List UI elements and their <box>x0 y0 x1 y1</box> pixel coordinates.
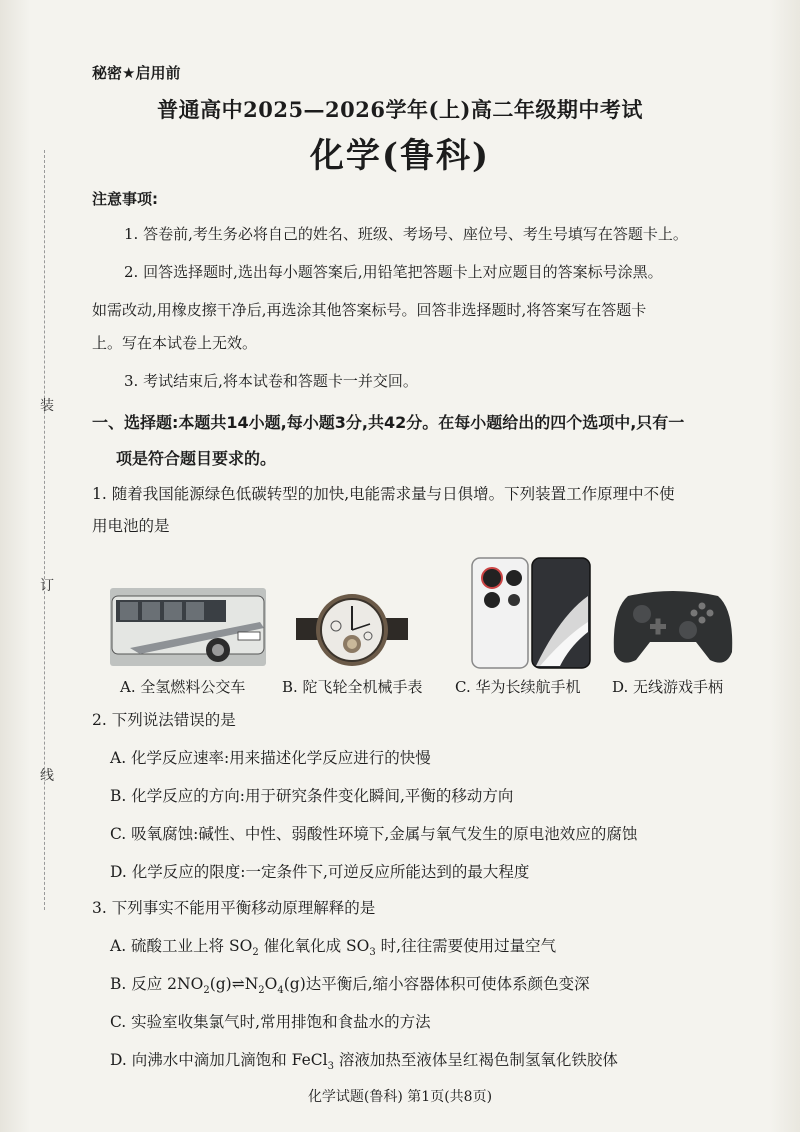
section-heading-line-1: 一、选择题:本题共14小题,每小题3分,共42分。在每小题给出的四个选项中,只有一 <box>92 413 685 432</box>
q2-option-c: C. 吸氧腐蚀:碱性、中性、弱酸性环境下,金属与氧气发生的原电池效应的腐蚀 <box>110 825 638 843</box>
q3-b-text-3: O <box>264 975 278 993</box>
q3-option-b <box>110 972 590 1003</box>
margin-mark-xian: 线 <box>40 768 54 784</box>
confidential-label: 秘密★启用前 <box>92 64 181 82</box>
subject-title: 化学(鲁科) <box>309 136 491 176</box>
q3-a-text-2: 催化氧化成 SO <box>258 937 370 955</box>
exam-title: 普通高中2025—2026学年(上)高二年级期中考试 <box>157 97 643 122</box>
q1-option-a: A. 全氢燃料公交车 <box>120 678 246 696</box>
notice-item-3: 3. 考试结束后,将本试卷和答题卡一并交回。 <box>124 372 418 390</box>
q3-d-text-1: D. 向沸水中滴加几滴饱和 FeCl <box>110 1051 328 1069</box>
subscript: 2 <box>258 985 265 997</box>
page-footer: 化学试题(鲁科) 第1页(共8页) <box>307 1089 493 1105</box>
q3-b-text-4: (g)达平衡后,缩小容器体积可使体系颜色变深 <box>283 975 590 993</box>
subscript: 2 <box>252 947 259 959</box>
phone-image <box>470 556 594 670</box>
gamepad-image <box>610 582 736 670</box>
q1-option-d: D. 无线游戏手柄 <box>612 678 724 696</box>
q1-option-c: C. 华为长续航手机 <box>455 678 581 696</box>
subscript: 3 <box>327 1061 334 1073</box>
subscript: 2 <box>203 985 210 997</box>
q2-option-a: A. 化学反应速率:用来描述化学反应进行的快慢 <box>110 749 431 767</box>
section-heading-line-2: 项是符合题目要求的。 <box>116 449 277 468</box>
q3-b-text-1: B. 反应 2NO <box>110 975 204 993</box>
bus-image <box>110 588 266 666</box>
notice-item-1: 1. 答卷前,考生务必将自己的姓名、班级、考场号、座位号、考生号填写在答题卡上。 <box>124 225 688 243</box>
q2-option-b: B. 化学反应的方向:用于研究条件变化瞬间,平衡的移动方向 <box>110 787 514 805</box>
subscript: 4 <box>277 985 284 997</box>
notice-item-2-line-3: 上。写在本试卷上无效。 <box>92 334 258 352</box>
q3-option-d <box>110 1048 618 1079</box>
q1-option-b: B. 陀飞轮全机械手表 <box>282 678 423 696</box>
subscript: 3 <box>369 947 376 959</box>
notice-item-2-line-1: 2. 回答选择题时,选出每小题答案后,用铅笔把答题卡上对应题目的答案标号涂黑。 <box>124 263 663 281</box>
watch-image <box>296 592 408 668</box>
notice-heading: 注意事项: <box>92 190 158 208</box>
q3-a-text-3: 时,往往需要使用过量空气 <box>375 937 557 955</box>
q1-stem-line-1: 1. 随着我国能源绿色低碳转型的加快,电能需求量与日俱增。下列装置工作原理中不使 <box>92 485 675 503</box>
q3-a-text-1: A. 硫酸工业上将 SO <box>110 937 253 955</box>
margin-mark-ding: 订 <box>40 578 54 594</box>
q1-stem-line-2: 用电池的是 <box>92 517 170 535</box>
q2-stem: 2. 下列说法错误的是 <box>92 711 236 729</box>
q3-option-a <box>110 934 556 965</box>
section-heading <box>92 405 772 477</box>
q3-option-c: C. 实验室收集氯气时,常用排饱和食盐水的方法 <box>110 1013 431 1031</box>
notice-item-2-line-2: 如需改动,用橡皮擦干净后,再选涂其他答案标号。回答非选择题时,将答案写在答题卡 <box>92 301 647 319</box>
margin-mark-zhuang: 装 <box>40 398 54 414</box>
binding-margin-line <box>44 150 45 910</box>
q2-option-d: D. 化学反应的限度:一定条件下,可逆反应所能达到的最大程度 <box>110 863 530 881</box>
q3-d-text-2: 溶液加热至液体呈红褐色制氢氧化铁胶体 <box>333 1051 618 1069</box>
q3-stem: 3. 下列事实不能用平衡移动原理解释的是 <box>92 899 376 917</box>
q3-b-text-2: (g)⇌N <box>209 975 259 993</box>
